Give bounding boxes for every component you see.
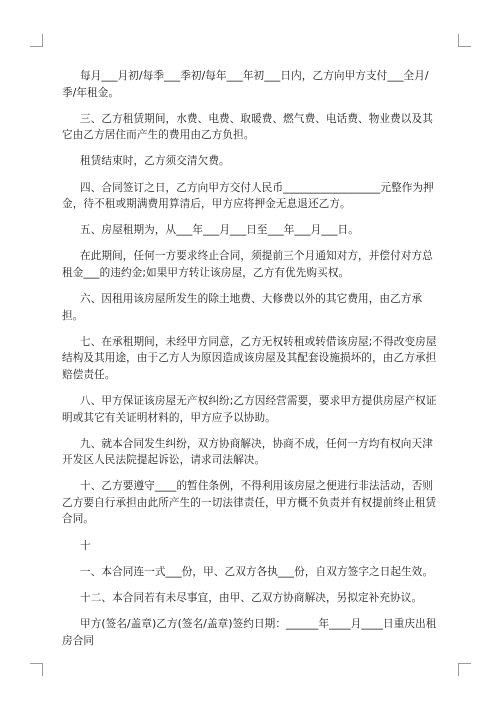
paragraph-clause-11: 一、本合同连一式___份，甲、乙双方各执___份，自双方签字之日起生效。: [80, 565, 434, 578]
paragraph-clause-11-heading: 十: [80, 539, 91, 552]
paragraph-payment-schedule: 每月___月初/每季___季初/每年___年初___日内，乙方向甲方支付___全月/季/年租金。: [62, 70, 429, 99]
paragraph-clause-5-note: 在此期间，任何一方要求终止合同，须提前三个月通知对方，并偿付对方总租金___的违约金;如果甲方转让该房屋，乙方有优先购买权。: [62, 250, 433, 279]
crop-mark-bottom-right: [458, 663, 471, 676]
paragraph-clause-10: 十、乙方要遵守____的暂住条例，不得利用该房屋之便进行非法活动，否则乙方要自行承担由此所产生的一切法律责任，甲方概不负责并有权提前终止租赁合同。: [62, 480, 437, 526]
document-body: [62, 68, 440, 659]
paragraph-signature-line: 甲方(签名/盖章)乙方(签名/盖章)签约日期：______年____月____日重庆出租房合同: [62, 618, 437, 647]
paragraph-clause-9: 九、就本合同发生纠纷，双方协商解决，协商不成，任何一方均有权向天津开发区人民法院提起诉讼，请求司法解决。: [62, 437, 433, 467]
paragraph-clause-3-note: 租赁结束时，乙方须交清欠费。: [80, 155, 230, 168]
paragraph-clause-8: 八、甲方保证该房屋无产权纠纷;乙方因经营需要，要求甲方提供房屋产权证明或其它有关证明材料的，甲方应予以协助。: [62, 395, 437, 424]
paragraph-clause-5: 五、房屋租期为，从___年___月___日至___年___月___日。: [80, 224, 359, 237]
crop-mark-top-left: [30, 34, 43, 47]
paragraph-clause-7: 七、在承租期间，未经甲方同意，乙方无权转租或转借该房屋;不得改变房屋结构及其用途，由于乙方人为原因造成该房屋及其配套设施损坏的，由乙方承担赔偿责任。: [62, 335, 437, 381]
crop-mark-bottom-left: [30, 663, 43, 676]
crop-mark-top-right: [458, 34, 471, 47]
paragraph-clause-6: 六、因租用该房屋所发生的除土地费、大修费以外的其它费用，由乙方承担。: [62, 293, 423, 322]
paragraph-clause-12: 十二、本合同若有未尽事宜，由甲、乙双方协商解决，另拟定补充协议。: [80, 591, 423, 604]
paragraph-clause-4: 四、合同签订之日，乙方向甲方交付人民币__________________元整作为押金，待不租或期满费用算清后，甲方应将押金无息退还乙方。: [62, 181, 434, 211]
paragraph-clause-3: 三、乙方租赁期间，水费、电费、取暖费、燃气费、电话费、物业费以及其它由乙方居住而产生的费用由乙方负担。: [62, 112, 433, 142]
